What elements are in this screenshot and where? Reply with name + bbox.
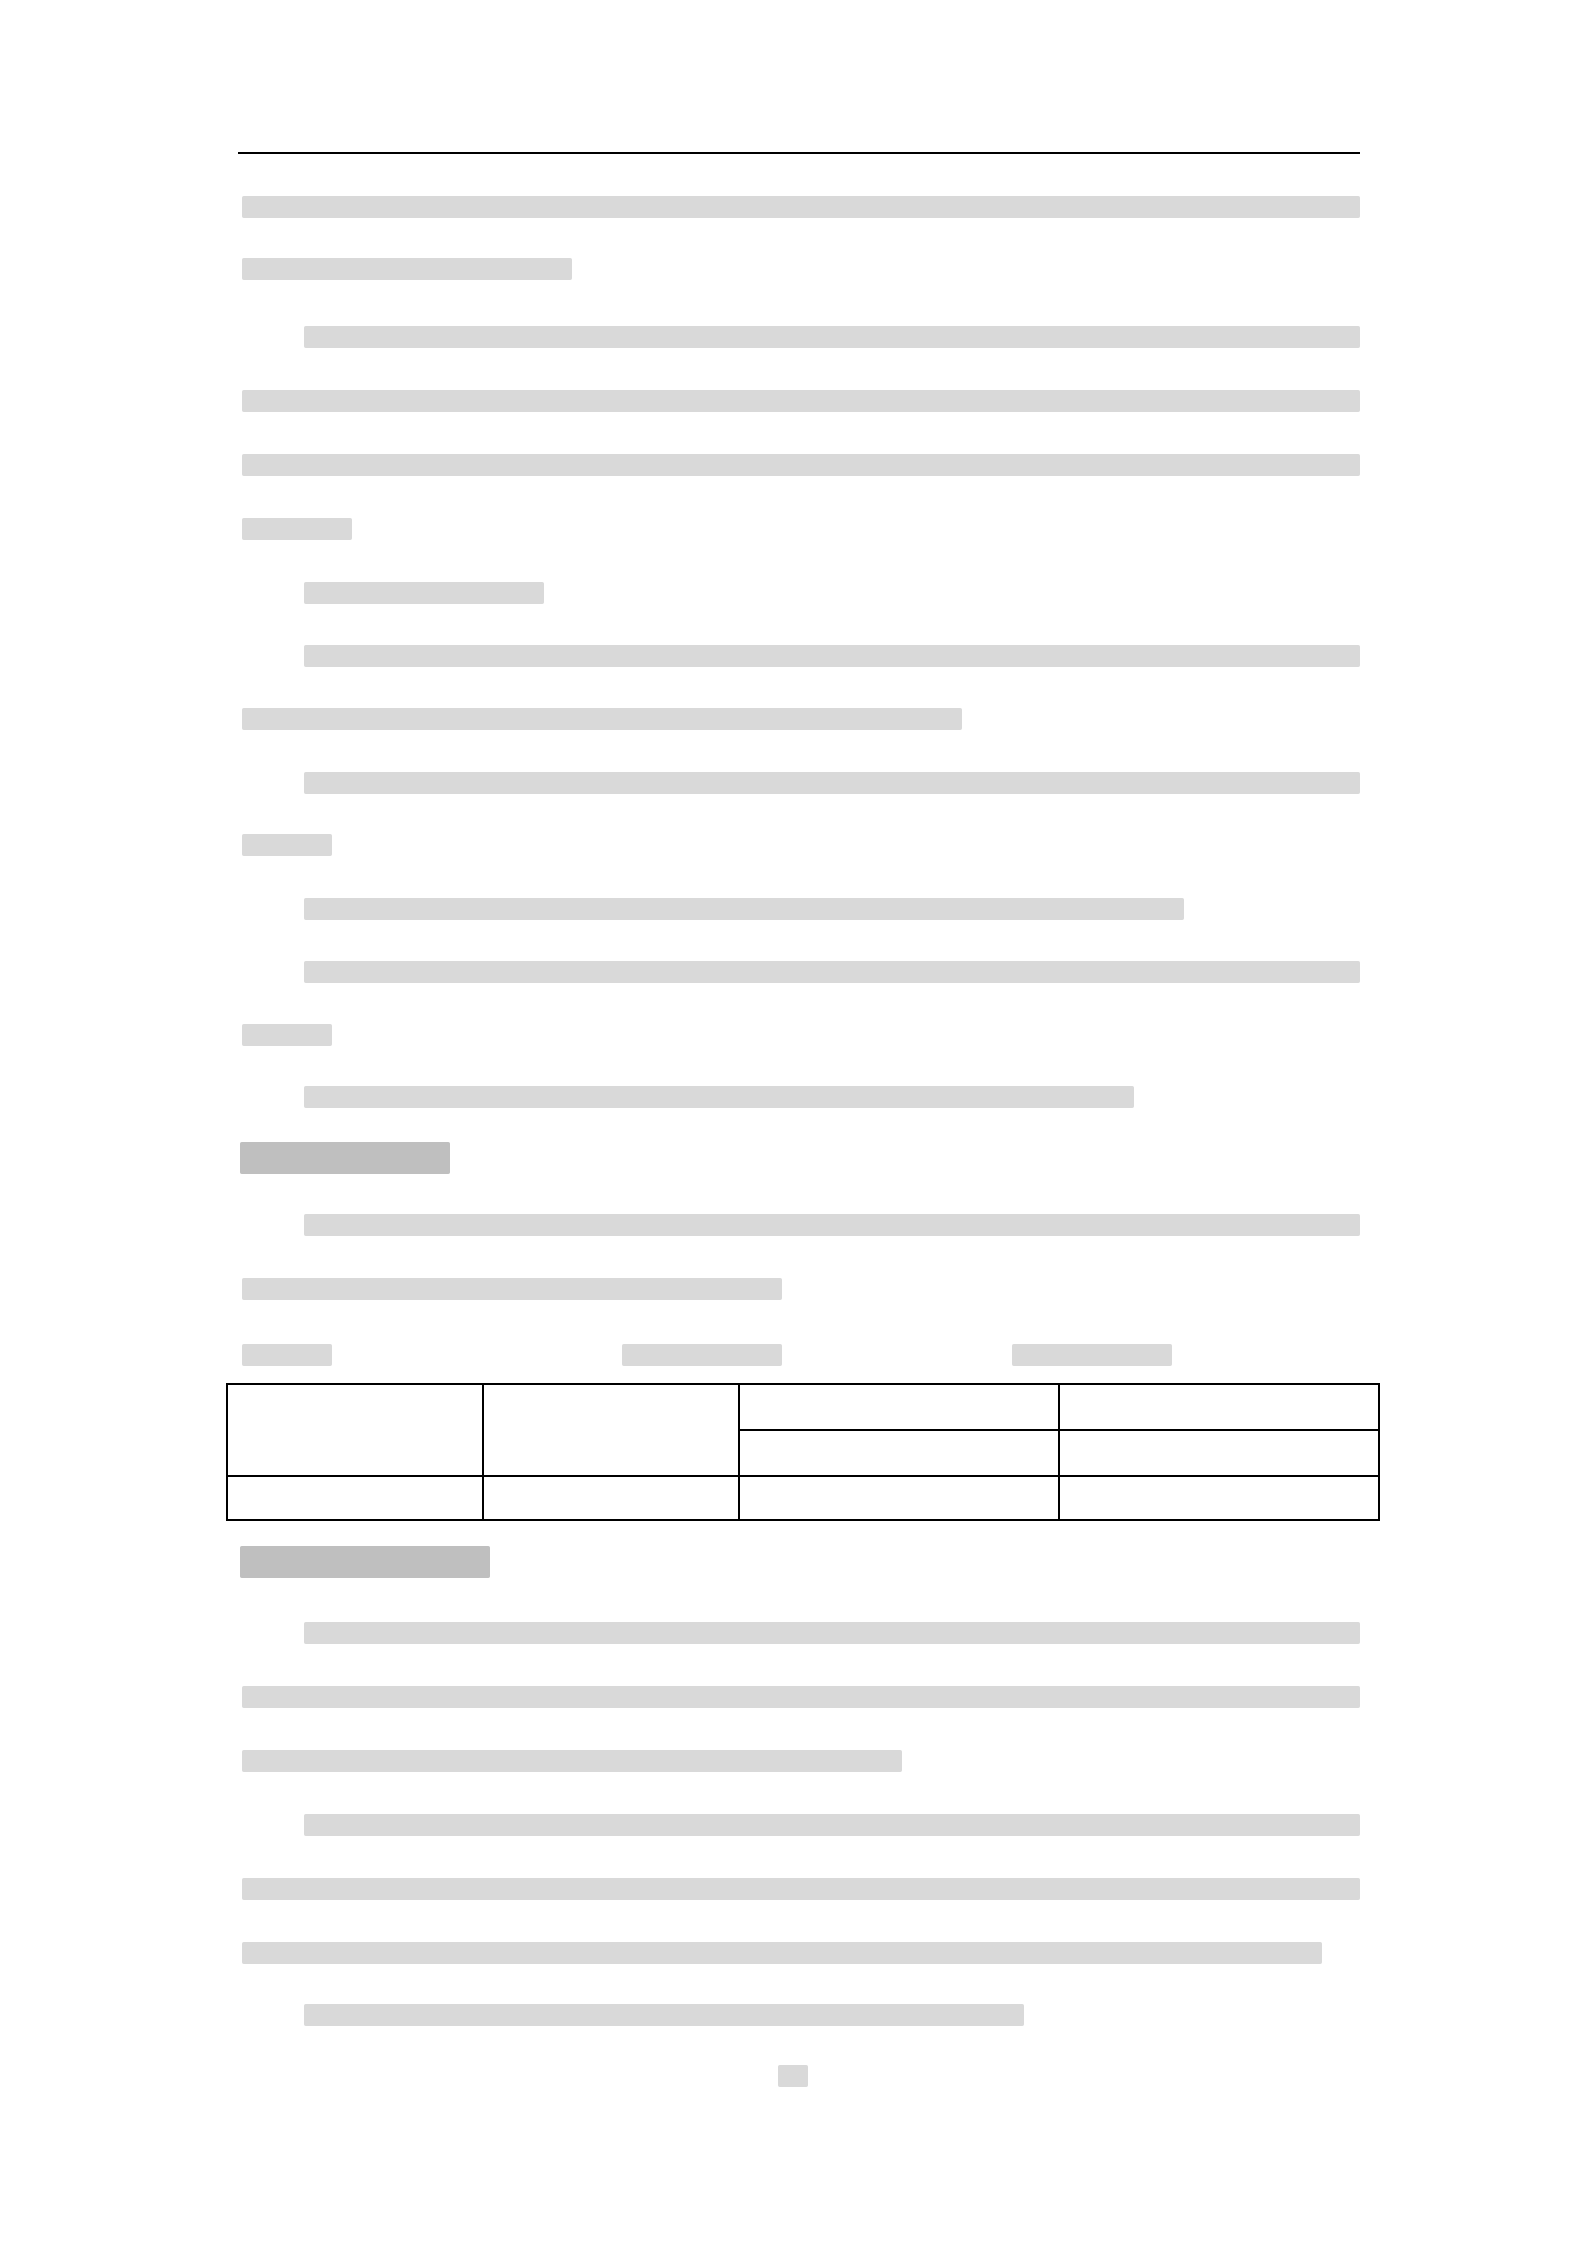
paragraph-line <box>242 830 1360 858</box>
paragraph-line <box>242 1810 1360 1838</box>
table-cell <box>739 1476 1059 1520</box>
paragraph-line <box>242 1874 1360 1902</box>
table-cell <box>483 1384 739 1476</box>
paragraph-line <box>242 1274 1360 1302</box>
section-heading <box>240 1138 450 1178</box>
table-cell <box>1059 1384 1379 1430</box>
paragraph-line <box>242 2000 1360 2028</box>
table-cell <box>739 1384 1059 1430</box>
paragraph-line <box>242 1082 1360 1110</box>
paragraph-line <box>242 1682 1360 1710</box>
paragraph-line <box>242 450 1360 478</box>
occupancy-table <box>226 1383 1380 1521</box>
paragraph-line <box>242 894 1360 922</box>
table-cell <box>227 1384 483 1476</box>
paragraph-line <box>242 386 1360 414</box>
table-cell <box>739 1430 1059 1476</box>
table-cell <box>1059 1430 1379 1476</box>
table-caption <box>242 1340 1360 1368</box>
paragraph-line <box>242 1618 1360 1646</box>
table-cell <box>483 1476 739 1520</box>
paragraph-line <box>242 768 1360 796</box>
paragraph-line <box>242 1746 1360 1774</box>
paragraph-line <box>242 1020 1360 1048</box>
table-cell <box>1059 1476 1379 1520</box>
paragraph-line <box>242 704 1360 732</box>
paragraph-line <box>242 1938 1360 1966</box>
page-header-text <box>238 112 1360 144</box>
paragraph-line <box>242 514 1360 542</box>
paragraph-line <box>242 1210 1360 1238</box>
section-heading <box>240 1542 490 1582</box>
paragraph-line <box>242 957 1360 985</box>
paragraph-line <box>242 578 1360 606</box>
paragraph-line <box>242 322 1360 350</box>
paragraph-line <box>242 641 1360 669</box>
page-number <box>758 2065 828 2089</box>
paragraph-line <box>242 254 1360 282</box>
table-cell <box>227 1476 483 1520</box>
page-header <box>238 112 1360 154</box>
paragraph-line <box>242 192 1360 220</box>
